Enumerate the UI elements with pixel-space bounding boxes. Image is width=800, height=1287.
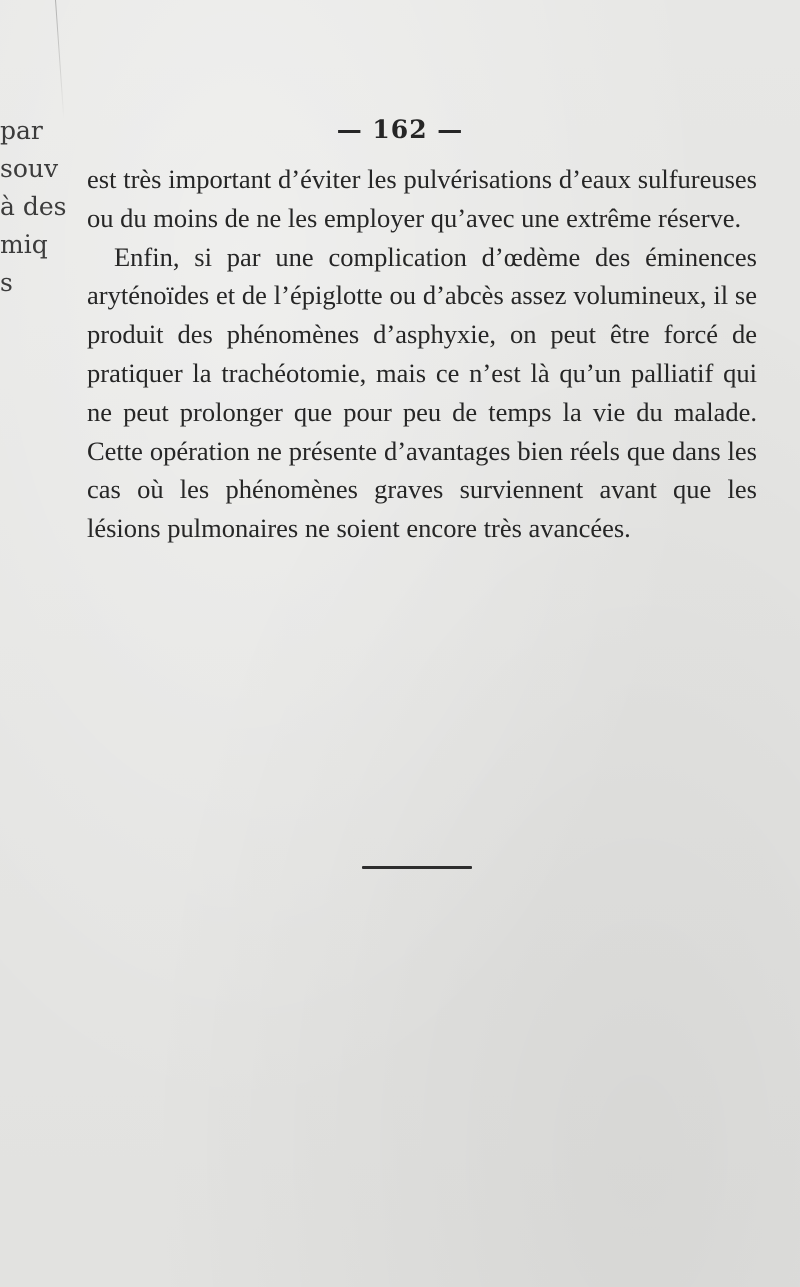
- body-text: [87, 160, 757, 548]
- bleed-line: à des: [0, 192, 67, 221]
- paragraph: Enfin, si par une complication d’œdème des éminences aryténoïdes et de l’épiglotte ou d’abcès assez volumineux, il se produit des phénomènes d’asphyxie, on peut être forcé de pratiquer la trachéotomie, mais ce n’est là qu’un palliatif qui ne peut prolonger que pour peu de temps la vie du malade. Cette opération ne présente d’avantages bien réels que dans les cas où les phénomènes graves surviennent avant que les lésions pulmonaires ne soient encore très avancées.: [87, 241, 757, 544]
- paper-crease: [55, 0, 64, 120]
- section-end-rule: [362, 866, 472, 869]
- bleed-line: par: [0, 116, 43, 145]
- bleed-line: miq: [0, 230, 48, 259]
- paragraph-continuation: est très important d’éviter les pulvérisations d’eaux sulfureuses ou du moins de ne les employer qu’avec une extrême réserve.: [87, 164, 757, 233]
- bleed-line: souv: [0, 154, 59, 183]
- bleed-line: s: [0, 268, 13, 297]
- page-number: — 162 —: [336, 115, 464, 144]
